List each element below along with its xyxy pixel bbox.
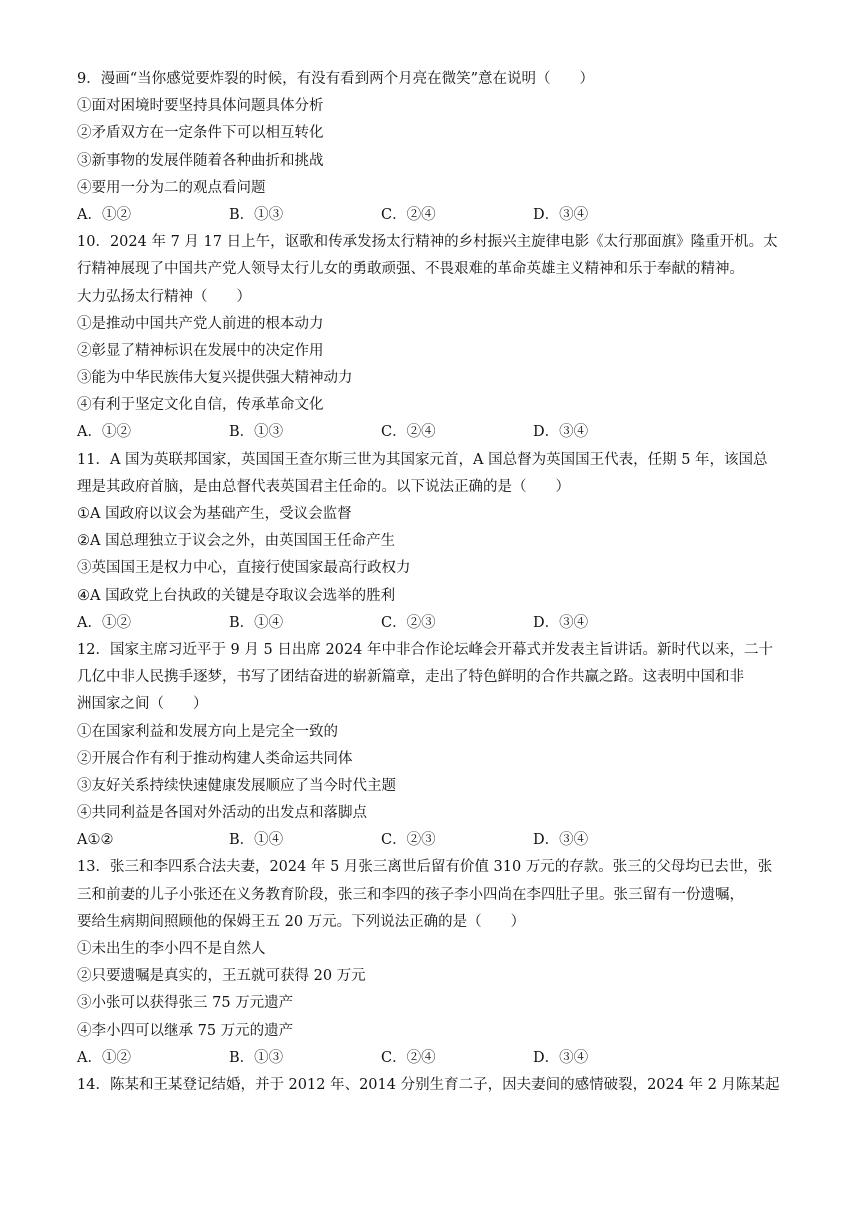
statement-item: ①未出生的李小四不是自然人 [77,941,266,957]
question-stem-line: 10．2024 年 7 月 17 日上午，讴歌和传承发扬太行精神的乡村振兴主旋律电影《太行那面旗》隆重开机。太 [77,234,778,251]
answer-option[interactable]: B．①③ [229,1049,284,1066]
answer-options [77,827,787,854]
answer-option[interactable]: A．①② [77,424,131,441]
question-stem-line: 几亿中非人民携手逐梦，书写了团结奋进的崭新篇章，走出了特色鲜明的合作共赢之路。这表明中国和非 [77,669,744,686]
statement-item: ③友好关系持续快速健康发展顺应了当今时代主题 [77,777,396,794]
statement-item: ④共同利益是各国对外活动的出发点和落脚点 [77,805,367,822]
answer-option[interactable]: C．②③ [381,614,436,631]
answer-option[interactable]: C．②③ [381,832,436,849]
question-10 [77,229,787,447]
answer-options [77,1045,787,1072]
question-stem-line: 洲国家之间（ ） [77,696,208,713]
answer-option[interactable]: B．①④ [229,832,284,849]
question-stem-line: 三和前妻的儿子小张还在义务教育阶段，张三和李四的孩子李小四尚在李四肚子里。张三留有一份遗嘱， [77,886,744,903]
question-stem-line: 大力弘扬太行精神（ ） [77,288,251,305]
question-11 [77,447,787,637]
answer-option[interactable]: D．③④ [533,614,589,631]
question-stem-line: 要给生病期间照顾他的保姆王五 20 万元。下列说法正确的是（ ） [77,913,526,930]
statement-item: ②彰显了精神标识在发展中的决定作用 [77,342,324,359]
statement-item: ④李小四可以继承 75 万元的遗产 [77,1022,294,1039]
answer-option[interactable]: B．①③ [229,424,284,441]
question-stem-line: 9．漫画“当你感觉要炸裂的时候，有没有看到两个月亮在微笑”意在说明（ ） [77,71,595,87]
answer-option[interactable]: C．②④ [381,206,436,223]
answer-option[interactable]: C．②④ [381,1049,436,1066]
answer-option[interactable]: D．③④ [533,424,589,441]
answer-option[interactable]: B．①③ [229,206,284,223]
statement-item: ②A 国总理独立于议会之外，由英国国王任命产生 [77,533,396,550]
question-stem-line: 14．陈某和王某登记结婚，并于 2012 年、2014 分别生育二子，因夫妻间的感情破裂，2024 年 2 月陈某起 [77,1076,780,1093]
statement-item: ②只要遗嘱是真实的，王五就可获得 20 万元 [77,968,366,985]
question-stem-line: 13．张三和李四系合法夫妻，2024 年 5 月张三离世后留有价值 310 万元的存款。张三的父母均已去世，张 [77,859,773,876]
statement-item: ②开展合作有利于推动构建人类命运共同体 [77,750,353,767]
question-stem-line: 11．A 国为英联邦国家，英国国王查尔斯三世为其国家元首，A 国总督为英国国王代表，任期 5 年，该国总 [77,451,768,468]
statement-item: ①是推动中国共产党人前进的根本动力 [77,315,324,332]
statement-item: ④要用一分为二的观点看问题 [77,179,266,196]
answer-option[interactable]: A．①② [77,206,131,223]
answer-options [77,419,787,446]
answer-option[interactable]: A．①② [77,614,131,631]
statement-item: ③新事物的发展伴随着各种曲折和挑战 [77,152,324,169]
question-stem-line: 行精神展现了中国共产党人领导太行儿女的勇敢顽强、不畏艰难的革命英雄主义精神和乐于奉献的精神。 [77,261,744,278]
statement-item: ③英国国王是权力中心，直接行使国家最高行政权力 [77,560,411,577]
answer-option[interactable]: D．③④ [533,1049,589,1066]
question-12 [77,637,787,855]
statement-item: ④A 国政党上台执政的关键是夺取议会选举的胜利 [77,587,396,604]
answer-option[interactable]: C．②④ [381,424,436,441]
statement-item: ①面对困境时要坚持具体问题具体分析 [77,98,324,115]
statement-item: ③能为中华民族伟大复兴提供强大精神动力 [77,370,353,387]
answer-options [77,610,787,637]
statement-item: ②矛盾双方在一定条件下可以相互转化 [77,125,324,142]
exam-page [77,66,787,1099]
question-13 [77,854,787,1072]
answer-option[interactable]: A①② [77,832,114,849]
question-9 [77,66,787,229]
question-stem-line: 12．国家主席习近平于 9 月 5 日出席 2024 年中非合作论坛峰会开幕式并发表主旨讲话。新时代以来，二十 [77,641,773,658]
statement-item: ①在国家利益和发展方向上是完全一致的 [77,723,338,740]
answer-option[interactable]: D．③④ [533,206,589,223]
answer-option[interactable]: B．①④ [229,614,284,631]
statement-item: ①A 国政府以议会为基础产生，受议会监督 [77,506,352,522]
statement-item: ④有利于坚定文化自信，传承革命文化 [77,397,324,414]
question-stem-line: 理是其政府首脑，是由总督代表英国君主任命的。以下说法正确的是（ ） [77,478,570,495]
answer-option[interactable]: A．①② [77,1049,131,1066]
answer-option[interactable]: D．③④ [533,832,589,849]
answer-options [77,202,787,229]
statement-item: ③小张可以获得张三 75 万元遗产 [77,995,294,1012]
question-14 [77,1072,787,1099]
